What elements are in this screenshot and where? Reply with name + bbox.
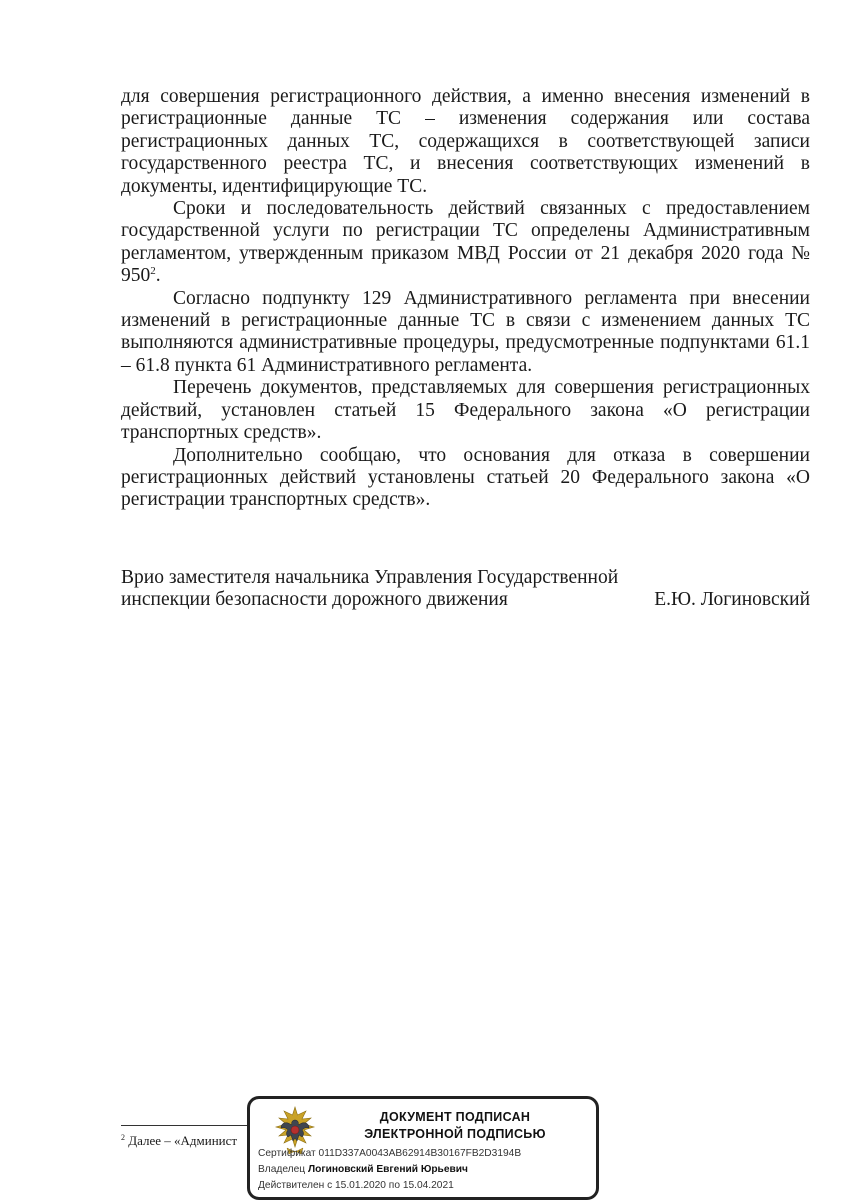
footnote-reference: 2 xyxy=(150,265,156,278)
paragraph-text: Дополнительно сообщаю, что основания для отказа в совершении регистрационных действий установлены статьей 20 Федерального закона «О регистрации транспортных средств». xyxy=(121,444,810,511)
footnote-number: 2 xyxy=(121,1133,125,1142)
owner-name: Логиновский Евгений Юрьевич xyxy=(307,1164,468,1175)
certificate-number: 011D337A0043AB62914B30167FB2D3194B xyxy=(318,1148,522,1159)
stamp-title-line: ДОКУМЕНТ ПОДПИСАН xyxy=(379,1110,531,1124)
paragraph-text: Перечень документов, представляемых для совершения регистрационных действий, установлен статьей 15 Федерального закона «О регистрации транспортных средств». xyxy=(121,377,810,444)
signer-name: Е.Ю. Логиновский xyxy=(654,589,810,611)
stamp-label: Сертификат xyxy=(258,1148,316,1159)
letter-body xyxy=(121,86,810,512)
footnote xyxy=(121,1133,237,1149)
stamp-certificate xyxy=(258,1148,521,1159)
electronic-signature-stamp xyxy=(247,1096,599,1200)
signature-block xyxy=(121,567,810,612)
paragraph-tail: . xyxy=(155,265,161,287)
paragraph-text: для совершения регистрационного действия, а именно внесения изменений в регистрационные данные ТС – изменения содержания или состава регистрационных данных ТС, содержащихся в соответствующей записи государственного реестра ТС, и внесения соответствующих изменений в документы, идентифицирующие ТС. xyxy=(121,86,810,197)
signer-position-line: инспекции безопасности дорожного движения xyxy=(121,589,508,611)
stamp-title xyxy=(320,1109,590,1143)
paragraph xyxy=(121,288,810,378)
paragraph xyxy=(121,445,810,512)
footnote-text: Далее – «Админист xyxy=(125,1133,238,1148)
stamp-validity: Действителен с 15.01.2020 по 15.04.2021 xyxy=(258,1180,454,1191)
paragraph xyxy=(121,86,810,198)
signature-row xyxy=(121,589,810,611)
paragraph-text: Согласно подпункту 129 Административного регламента при внесении изменений в регистрационные данные ТС в связи с изменением данных ТС выполняются административные процедуры, предусмотренные подпунктами 61.1 – 61.8 пункта 61 Административного регламента. xyxy=(121,287,810,376)
stamp-label: Владелец xyxy=(258,1164,306,1175)
paragraph xyxy=(121,377,810,444)
stamp-title-line: ЭЛЕКТРОННОЙ ПОДПИСЬЮ xyxy=(364,1127,546,1141)
stamp-owner xyxy=(258,1164,468,1175)
signer-position-line: Врио заместителя начальника Управления Государственной xyxy=(121,567,619,588)
paragraph xyxy=(121,198,810,288)
paragraph-text: Сроки и последовательность действий связанных с предоставлением государственной услуги по регистрации ТС определены Административным регламентом, утвержденным приказом МВД России от 21 декабря 2020 года № 950 xyxy=(121,198,810,287)
